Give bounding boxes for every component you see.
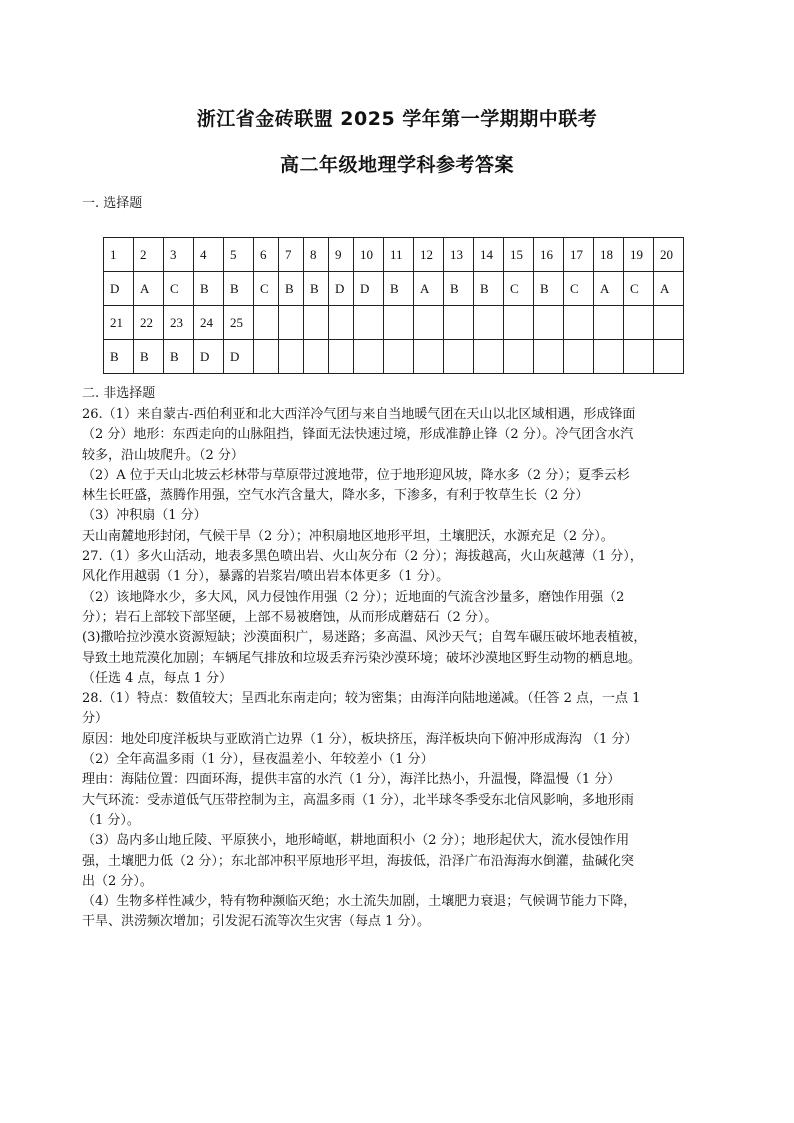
empty-cell [254, 306, 279, 340]
empty-cell [279, 340, 304, 374]
empty-cell [414, 340, 444, 374]
answer-line: 28.（1）特点：数值较大；呈西北东南走向；较为密集；由海洋向陆地递减。（任答 2 点，一点 1 [82, 691, 641, 707]
answer-line: （2）全年高温多雨（1 分），昼夜温差小、年较差小（1 分） [82, 752, 434, 768]
question-number-cell: 13 [444, 238, 474, 272]
answer-cell: C [164, 272, 194, 306]
empty-cell [594, 340, 624, 374]
answer-cell: A [654, 272, 684, 306]
answer-cell: B [384, 272, 414, 306]
answer-line: （1 分）。 [82, 812, 140, 828]
empty-cell [414, 306, 444, 340]
question-number-cell: 15 [504, 238, 534, 272]
answer-line: 分）；岩石上部较下部坚硬，上部不易被磨蚀，从而形成蘑菇石（2 分）。 [82, 609, 498, 625]
empty-cell [564, 306, 594, 340]
answer-cell: D [104, 272, 134, 306]
answer-line: （2）A 位于天山北坡云杉林带与草原带过渡地带，位于地形迎风坡，降水多（2 分）；夏季云杉 [82, 467, 630, 483]
answer-line: 强，土壤肥力低（2 分）；东北部冲积平原地形平坦，海拔低，沿泽广布沿海海水倒灌，盐碱化突 [82, 853, 634, 869]
question-number-cell: 12 [414, 238, 444, 272]
empty-cell [624, 306, 654, 340]
answer-line: 26.（1）来自蒙古-西伯利亚和北大西洋冷气团与来自当地暖气团在天山以北区域相遇，形成锋面 [82, 407, 636, 422]
question-number-cell: 14 [474, 238, 504, 272]
answer-cell: A [134, 272, 164, 306]
multiple-choice-answer-table [103, 237, 684, 374]
answer-line: 导致土地荒漠化加剧；车辆尾气排放和垃圾丢弃污染沙漠环境；破坏沙漠地区野生动物的栖息地。 [82, 650, 642, 666]
answer-cell: B [304, 272, 329, 306]
question-number-cell: 18 [594, 238, 624, 272]
answer-line: 风化作用越弱（1 分），暴露的岩浆岩/喷出岩本体更多（1 分）。 [82, 569, 450, 585]
answer-body [82, 405, 722, 933]
question-number-cell: 8 [304, 238, 329, 272]
answer-cell: B [474, 272, 504, 306]
answer-cell: B [279, 272, 304, 306]
empty-cell [474, 340, 504, 374]
answer-row-1 [104, 272, 684, 306]
answer-line: （2 分）地形：东西走向的山脉阻挡，锋面无法快速过境，形成准静止锋（2 分）。冷气团含水汽 [82, 427, 634, 443]
answer-line: （3）冲积扇（1 分） [82, 508, 207, 524]
empty-cell [594, 306, 624, 340]
empty-cell [654, 340, 684, 374]
exam-title: 浙江省金砖联盟 2025 学年第一学期期中联考 [196, 108, 598, 130]
answer-line: 较多，沿山坡爬升。（2 分） [82, 447, 244, 463]
answer-cell: B [534, 272, 564, 306]
question-number-cell: 19 [624, 238, 654, 272]
empty-cell [304, 306, 329, 340]
answer-cell: D [329, 272, 354, 306]
empty-cell [474, 306, 504, 340]
answer-line: （4）生物多样性减少，特有物种濒临灭绝；水土流失加剧，土壤肥力衰退；气候调节能力下降， [82, 894, 637, 910]
answer-cell: B [134, 340, 164, 374]
question-number-row-1 [104, 238, 684, 272]
empty-cell [444, 306, 474, 340]
empty-cell [384, 340, 414, 374]
section-non-choice-label: 二. 非选择题 [82, 386, 156, 401]
empty-cell [534, 340, 564, 374]
answer-row-2 [104, 340, 684, 374]
answer-cell: A [414, 272, 444, 306]
question-number-cell: 25 [224, 306, 254, 340]
question-number-cell: 2 [134, 238, 164, 272]
answer-key-subtitle: 高二年级地理学科参考答案 [279, 154, 514, 176]
question-number-cell: 5 [224, 238, 254, 272]
empty-cell [254, 340, 279, 374]
answer-line: （任选 4 点，每点 1 分） [82, 670, 233, 686]
question-number-cell: 7 [279, 238, 304, 272]
answer-line: 干旱、洪涝频次增加；引发泥石流等次生灾害（每点 1 分）。 [82, 914, 431, 930]
empty-cell [384, 306, 414, 340]
answer-line: 天山南麓地形封闭，气候干旱（2 分）；冲积扇地区地形平坦，土壤肥沃，水源充足（2 分）。 [82, 528, 614, 544]
empty-cell [444, 340, 474, 374]
question-number-cell: 24 [194, 306, 224, 340]
answer-cell: D [354, 272, 384, 306]
answer-cell: B [194, 272, 224, 306]
question-number-cell: 16 [534, 238, 564, 272]
answer-cell: B [164, 340, 194, 374]
answer-cell: B [444, 272, 474, 306]
answer-cell: C [564, 272, 594, 306]
answer-cell: C [254, 272, 279, 306]
empty-cell [504, 306, 534, 340]
answer-cell: C [504, 272, 534, 306]
empty-cell [329, 306, 354, 340]
question-number-cell: 20 [654, 238, 684, 272]
empty-cell [654, 306, 684, 340]
empty-cell [534, 306, 564, 340]
question-number-cell: 9 [329, 238, 354, 272]
question-number-cell: 10 [354, 238, 384, 272]
answer-line: 分） [82, 711, 109, 727]
empty-cell [304, 340, 329, 374]
answer-cell: D [224, 340, 254, 374]
answer-line: （3）岛内多山地丘陵、平原狭小，地形崎岖，耕地面积小（2 分）；地形起伏大，流水侵蚀作用 [82, 833, 630, 849]
answer-line: 出（2 分）。 [82, 873, 153, 889]
answer-cell: B [104, 340, 134, 374]
empty-cell [329, 340, 354, 374]
question-number-row-2 [104, 306, 684, 340]
answer-cell: A [594, 272, 624, 306]
answer-cell: D [194, 340, 224, 374]
question-number-cell: 21 [104, 306, 134, 340]
answer-line: 理由：海陆位置：四面环海，提供丰富的水汽（1 分），海洋比热小，升温慢，降温慢（1 分） [82, 772, 621, 788]
answer-line: 27.（1）多火山活动，地表多黑色喷出岩、火山灰分布（2 分）；海拔越高，火山灰越薄（1 分）， [82, 549, 643, 565]
answer-cell: B [224, 272, 254, 306]
empty-cell [354, 340, 384, 374]
empty-cell [624, 340, 654, 374]
empty-cell [504, 340, 534, 374]
question-number-cell: 1 [104, 238, 134, 272]
answer-line: (3)撒哈拉沙漠水资源短缺；沙漠面积广，易迷路；多高温、风沙天气；自驾车碾压破坏地表植被， [82, 630, 647, 646]
question-number-cell: 11 [384, 238, 414, 272]
empty-cell [279, 306, 304, 340]
question-number-cell: 4 [194, 238, 224, 272]
question-number-cell: 17 [564, 238, 594, 272]
question-number-cell: 6 [254, 238, 279, 272]
question-number-cell: 22 [134, 306, 164, 340]
answer-line: 林生长旺盛，蒸腾作用强，空气水汽含量大，降水多，下渗多，有利于牧草生长（2 分） [82, 488, 589, 504]
answer-line: 大气环流：受赤道低气压带控制为主，高温多雨（1 分），北半球冬季受东北信风影响，多地形雨 [82, 792, 634, 808]
empty-cell [354, 306, 384, 340]
section-multiple-choice-label: 一. 选择题 [82, 196, 143, 211]
answer-line: （2）该地降水少，多大风，风力侵蚀作用强（2 分）；近地面的气流含沙量多，磨蚀作用强（2 [82, 589, 625, 605]
answer-cell: C [624, 272, 654, 306]
answer-line: 原因：地处印度洋板块与亚欧消亡边界（1 分），板块挤压，海洋板块向下俯冲形成海沟 （1 分） [82, 731, 638, 747]
question-number-cell: 3 [164, 238, 194, 272]
question-number-cell: 23 [164, 306, 194, 340]
empty-cell [564, 340, 594, 374]
